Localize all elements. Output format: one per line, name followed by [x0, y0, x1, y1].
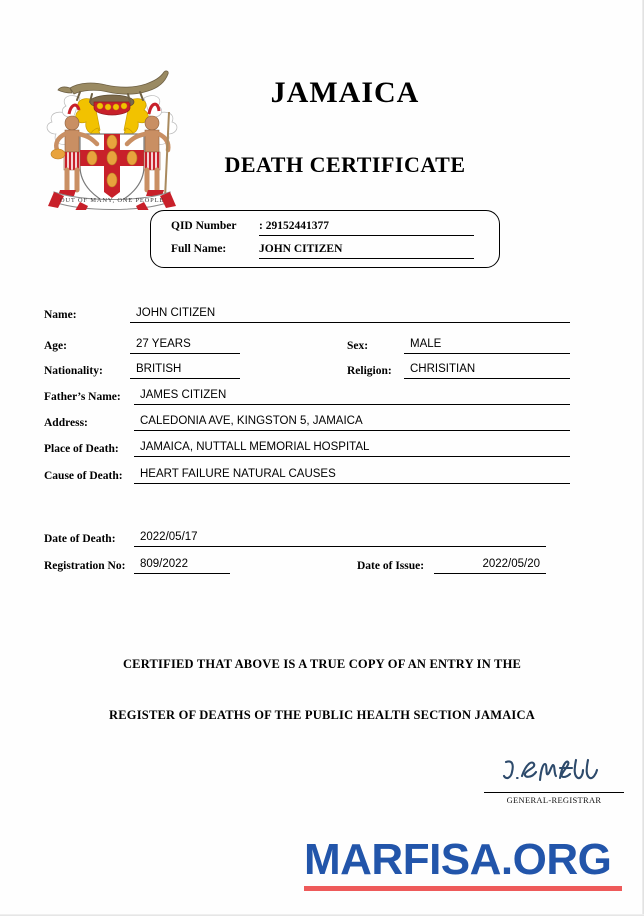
date-of-death-value: 2022/05/17: [134, 531, 546, 547]
date-of-death-label: Date of Death:: [44, 533, 116, 545]
crest-motto-text: OUT OF MANY, ONE PEOPLE: [59, 197, 165, 204]
signature-block: [484, 752, 624, 810]
name-value: JOHN CITIZEN: [130, 307, 570, 323]
qid-number-value: : 29152441377: [259, 220, 474, 236]
sex-label: Sex:: [347, 340, 369, 352]
address-value: CALEDONIA AVE, KINGSTON 5, JAMAICA: [134, 415, 570, 431]
fathers-name-label: Father’s Name:: [44, 391, 121, 403]
sex-value: MALE: [404, 338, 570, 354]
nationality-value: BRITISH: [130, 363, 240, 379]
certification-line-2: REGISTER OF DEATHS OF THE PUBLIC HEALTH SECTION JAMAICA: [109, 708, 535, 722]
full-name-label: Full Name:: [171, 243, 227, 255]
date-of-issue-value: 2022/05/20: [434, 558, 546, 574]
date-of-issue-label: Date of Issue:: [357, 560, 425, 572]
marfisa-watermark: [304, 835, 624, 891]
full-name-row: [151, 243, 501, 265]
place-of-death-label: Place of Death:: [44, 443, 119, 455]
address-label: Address:: [44, 417, 88, 429]
nationality-label: Nationality:: [44, 365, 103, 377]
signature-rule: [484, 792, 624, 793]
registration-no-label: Registration No:: [44, 560, 126, 572]
qid-number-label: QID Number: [171, 220, 237, 232]
jamaica-coat-of-arms-icon: [36, 42, 188, 210]
registrar-caption: GENERAL-REGISTRAR: [506, 795, 602, 805]
qid-number-row: [151, 220, 501, 242]
country-title: JAMAICA: [270, 76, 420, 109]
name-label: Name:: [44, 309, 77, 321]
religion-value: CHRISITIAN: [404, 363, 570, 379]
cause-of-death-label: Cause of Death:: [44, 470, 123, 482]
document-title: DEATH CERTIFICATE: [224, 152, 466, 177]
age-value: 27 YEARS: [130, 338, 240, 354]
full-name-value: JOHN CITIZEN: [259, 243, 474, 259]
place-of-death-value: JAMAICA, NUTTALL MEMORIAL HOSPITAL: [134, 441, 570, 457]
watermark-text: MARFISA.ORG: [304, 835, 612, 884]
age-label: Age:: [44, 340, 67, 352]
watermark-bar: [304, 886, 622, 891]
registrar-signature-icon: [500, 752, 608, 792]
certification-line-1: CERTIFIED THAT ABOVE IS A TRUE COPY OF AN ENTRY IN THE: [122, 657, 522, 671]
religion-label: Religion:: [347, 365, 392, 377]
fathers-name-value: JAMES CITIZEN: [134, 389, 570, 405]
qid-info-box: [150, 210, 500, 268]
cause-of-death-value: HEART FAILURE NATURAL CAUSES: [134, 468, 570, 484]
registration-no-value: 809/2022: [134, 558, 230, 574]
